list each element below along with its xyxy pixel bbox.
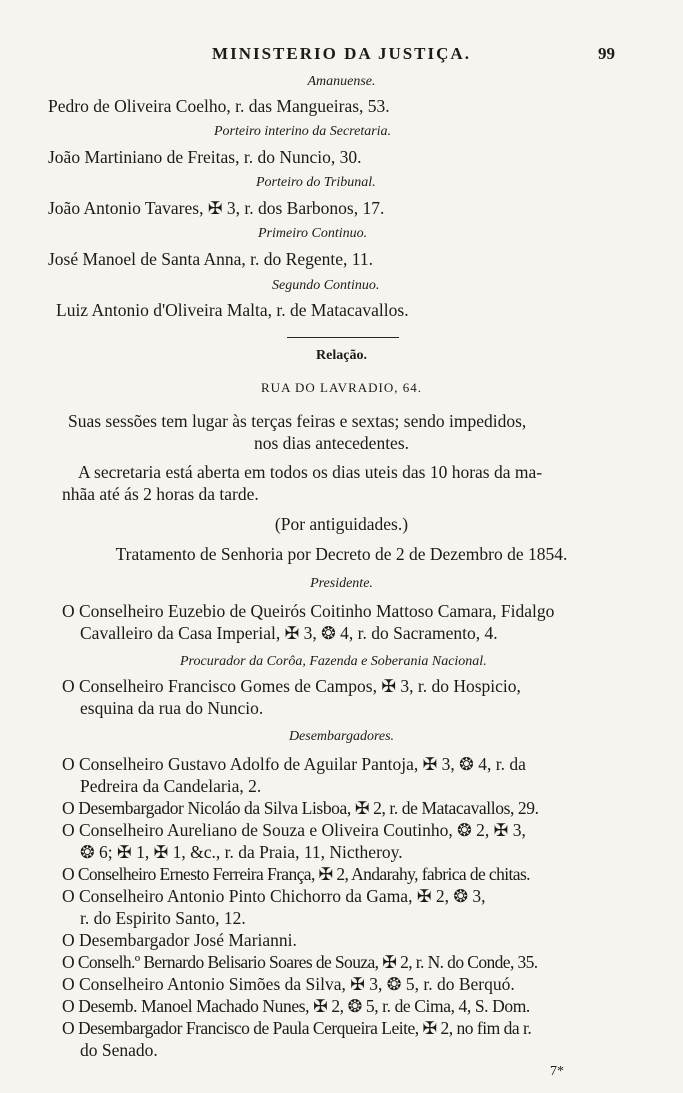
secretaria-line-1: A secretaria está aberta em todos os dias uteis das 10 horas da ma- [78, 462, 543, 482]
page-number: 99 [598, 44, 615, 63]
presidente-line-1: O Conselheiro Euzebio de Queirós Coitinho Mattoso Camara, Fidalgo [62, 601, 555, 621]
desembargador-line: O Desembargador Nicoláo da Silva Lisboa, ✠ 2, r. de Matacavallos, 29. [62, 798, 539, 818]
relacao-address: RUA DO LAVRADIO, 64. [261, 380, 422, 395]
desembargador-line: O Conselheiro Gustavo Adolfo de Aguilar Pantoja, ✠ 3, ❂ 4, r. da [62, 754, 526, 774]
staff-entry-primeiro-continuo: José Manoel de Santa Anna, r. do Regente, 11. [48, 249, 373, 269]
desembargador-line: O Desemb. Manoel Machado Nunes, ✠ 2, ❂ 5, r. de Cima, 4, S. Dom. [62, 996, 530, 1016]
desembargador-line: Pedreira da Candelaria, 2. [80, 776, 262, 796]
desembargador-line: O Conselheiro Antonio Pinto Chichorro da Gama, ✠ 2, ❂ 3, [62, 886, 486, 906]
desembargador-line: O Conselheiro Antonio Simões da Silva, ✠ 3, ❂ 5, r. do Berquó. [62, 974, 515, 994]
staff-entry-segundo-continuo: Luiz Antonio d'Oliveira Malta, r. de Matacavallos. [56, 300, 409, 320]
desembargador-line: do Senado. [80, 1040, 158, 1060]
treatment-line: Tratamento de Senhoria por Decreto de 2 de Dezembro de 1854. [115, 544, 568, 564]
role-amanuense: Amanuense. [307, 74, 376, 89]
ministry-title: MINISTERIO DA JUSTIÇA. [212, 44, 471, 63]
staff-entry-amanuense: Pedro de Oliveira Coelho, r. das Mangueiras, 53. [48, 96, 390, 116]
desembargador-line: O Conselheiro Ernesto Ferreira França, ✠ 2, Andarahy, fabrica de chitas. [62, 864, 530, 884]
role-primeiro-continuo: Primeiro Continuo. [258, 226, 368, 241]
desembargador-line: O Desembargador José Marianni. [62, 930, 297, 950]
staff-entry-porteiro-tribunal: João Antonio Tavares, ✠ 3, r. dos Barbonos, 17. [48, 198, 385, 218]
role-porteiro-tribunal: Porteiro do Tribunal. [256, 175, 376, 190]
desembargador-line: O Conselh.º Bernardo Belisario Soares de Souza, ✠ 2, r. N. do Conde, 35. [62, 952, 538, 972]
procurador-line-1: O Conselheiro Francisco Gomes de Campos, ✠ 3, r. do Hospicio, [62, 676, 521, 696]
relacao-title: Relação. [316, 348, 367, 363]
presidente-title: Presidente. [310, 576, 373, 591]
secretaria-line-2: nhãa até ás 2 horas da tarde. [62, 484, 259, 504]
signature-mark: 7* [550, 1064, 564, 1079]
sessions-line-1: Suas sessões tem lugar às terças feiras e sextas; sendo impedidos, [68, 411, 527, 431]
antiguidades-note: (Por antiguidades.) [274, 514, 409, 534]
sessions-line-2: nos dias antecedentes. [254, 433, 410, 453]
role-segundo-continuo: Segundo Continuo. [272, 278, 380, 293]
desembargador-line: ❂ 6; ✠ 1, ✠ 1, &c., r. da Praia, 11, Nictheroy. [80, 842, 403, 862]
desembargador-line: r. do Espirito Santo, 12. [80, 908, 246, 928]
desembargadores-title: Desembargadores. [288, 729, 395, 744]
procurador-title: Procurador da Corôa, Fazenda e Soberania Nacional. [180, 654, 487, 669]
presidente-line-2: Cavalleiro da Casa Imperial, ✠ 3, ❂ 4, r. do Sacramento, 4. [80, 623, 498, 643]
role-porteiro-secretaria: Porteiro interino da Secretaria. [214, 124, 392, 139]
section-divider [287, 337, 399, 338]
staff-entry-porteiro-secretaria: João Martiniano de Freitas, r. do Nuncio, 30. [48, 147, 362, 167]
desembargador-line: O Desembargador Francisco de Paula Cerqueira Leite, ✠ 2, no fim da r. [62, 1018, 532, 1038]
procurador-line-2: esquina da rua do Nuncio. [80, 698, 264, 718]
desembargador-line: O Conselheiro Aureliano de Souza e Oliveira Coutinho, ❂ 2, ✠ 3, [62, 820, 526, 840]
running-header [0, 44, 683, 68]
